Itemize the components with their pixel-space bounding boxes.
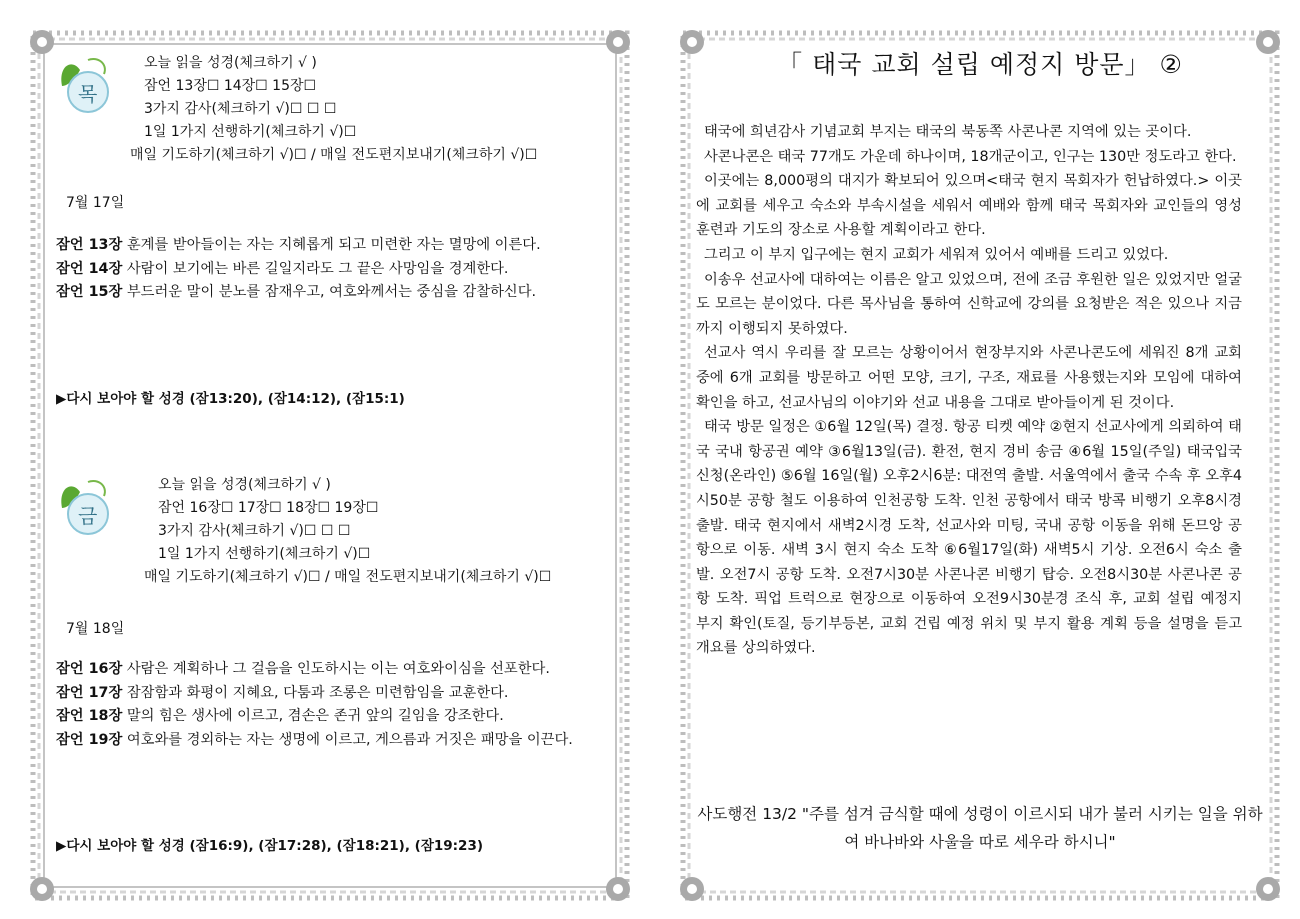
verse-item: 잠언 17장 잠잠함과 화평이 지혜요, 다툼과 조롱은 미련함임을 교훈한다. <box>56 684 509 701</box>
verse-item: 잠언 18장 말의 힘은 생사에 이르고, 겸손은 존귀 앞의 길임을 강조한다. <box>56 708 504 725</box>
friday-checklist <box>144 474 552 589</box>
thursday-review: ▶다시 보아야 할 성경 (잠13:20), (잠14:12), (잠15:1) <box>56 391 405 407</box>
thursday-badge <box>58 56 114 118</box>
checklist-good-deed: 1일 1가지 선행하기(체크하기 √)☐ <box>144 124 357 140</box>
thursday-verses <box>56 234 586 305</box>
verse-item: 잠언 14장 사람이 보기에는 바른 길일지라도 그 끝은 사망임을 경계한다. <box>56 260 509 277</box>
article-paragraph: 이송우 선교사에 대하여는 이름은 알고 있었으며, 전에 조금 후원한 일은 있었지만 얼굴도 모르는 분이었다. 다른 목사님을 통하여 신학교에 강의를 요청받은 적은 있으나 지금까지 이행되지 못하였다. <box>696 271 1242 337</box>
checklist-reading: 오늘 읽을 성경(체크하기 √ ) <box>158 477 331 493</box>
checklist-prayer: 매일 기도하기(체크하기 √)☐ / 매일 전도편지보내기(체크하기 √)☐ <box>144 569 552 585</box>
article-paragraph: 태국에 희년감사 기념교회 부지는 태국의 북동쪽 사콘나콘 지역에 있는 곳이다. <box>704 124 1192 140</box>
article-paragraph: 사콘나콘은 태국 77개도 가운데 하나이며, 18개군이고, 인구는 130만 정도라고 한다. <box>704 148 1237 165</box>
article-paragraph: 이곳에는 8,000평의 대지가 확보되어 있으며<태국 현지 목회자가 헌납하였다.> 이곳에 교회를 세우고 숙소와 부속시설을 세워서 예배와 함께 태국 목회자와 교인들의 영성 훈련과 기도의 장소로 사용할 계획이라고 한다. <box>696 173 1242 239</box>
checklist-prayer: 매일 기도하기(체크하기 √)☐ / 매일 전도편지보내기(체크하기 √)☐ <box>130 147 538 163</box>
left-frame <box>30 30 630 901</box>
thursday-badge-label: 목 <box>78 82 98 106</box>
article-body <box>696 120 1242 661</box>
right-page <box>650 0 1300 919</box>
article-paragraph: 선교사 역시 우리를 잘 모르는 상황이어서 현장부지와 사콘나콘도에 세워진 8개 교회 중에 6개 교회를 방문하고 어떤 모양, 크기, 구조, 재료를 사용했는지와 모임에 대하여 확인을 하고, 선교사님의 이야기와 선교 내용을 그대로 받아들이게 된 것이다. <box>696 345 1242 411</box>
thursday-date: 7월 17일 <box>66 195 125 211</box>
friday-badge <box>58 478 114 540</box>
checklist-thanks: 3가지 감사(체크하기 √)☐ ☐ ☐ <box>158 523 351 539</box>
friday-date: 7월 18일 <box>66 621 125 637</box>
checklist-reading: 오늘 읽을 성경(체크하기 √ ) <box>144 55 317 71</box>
article-paragraph: 태국 방문 일정은 ①6월 12일(목) 결정. 항공 티켓 예약 ②현지 선교사에게 의뢰하여 태국 국내 항공권 예약 ③6월13일(금). 환전, 현지 경비 송금 ④6월 15일(주일) 태국입국신청(온라인) ⑤6월 16일(월) 오후2시6분: 대전역 출발. 서울역에서 출국 수속 후 오후4시50분 공항 철도 이용하여 인천공항 도착. 인천 공항에서 태국 방콕 비행기 오후8시경 출발. 태국 현지에서 새벽2시경 도착, 선교사와 미팅, 국내 공항 이동을 위해 돈므앙 공항으로 이동. 새벽 3시 현지 숙소 도착 ⑥6월17일(화) 새벽5시 기상. 오전6시 숙소 출발. 오전7시 공항 도착. 오전7시30분 사콘나콘 비행기 탑승. 오전8시30분 사콘나콘 공항 도착. 픽업 트럭으로 현장으로 이동하여 오전9시30분경 조식 후, 교회 설립 예정지 부지 확인(토질, 등기부등본, 교회 건립 예정 위치 및 부지 활용 계획 등을 설명을 듣고 개요를 상의하였다. <box>696 419 1242 657</box>
page-title: 「 태국 교회 설립 예정지 방문」 ② <box>777 50 1183 79</box>
friday-badge-label: 금 <box>78 504 98 528</box>
right-frame <box>680 30 1280 901</box>
friday-review: ▶다시 보아야 할 성경 (잠16:9), (잠17:28), (잠18:21), (잠19:23) <box>56 838 484 854</box>
thursday-checklist <box>130 52 538 167</box>
checklist-thanks: 3가지 감사(체크하기 √)☐ ☐ ☐ <box>144 101 337 117</box>
checklist-good-deed: 1일 1가지 선행하기(체크하기 √)☐ <box>158 546 371 562</box>
verse-item: 잠언 19장 여호와를 경외하는 자는 생명에 이르고, 게으름과 거짓은 패망을 이끈다. <box>56 732 573 749</box>
checklist-chapters: 잠언 13장☐ 14장☐ 15장☐ <box>144 78 317 94</box>
article-paragraph: 그리고 이 부지 입구에는 현지 교회가 세워져 있어서 예배를 드리고 있었다. <box>704 246 1169 263</box>
verse-item: 잠언 13장 훈계를 받아들이는 자는 지혜롭게 되고 미련한 자는 멸망에 이른다. <box>56 237 541 253</box>
scripture-footer: 사도행전 13/2 "주를 섬겨 금식할 때에 성령이 이르시되 내가 불러 시키는 일을 위하여 바나바와 사울을 따로 세우라 하시니" <box>697 805 1263 851</box>
verse-item: 잠언 16장 사람은 계획하나 그 걸음을 인도하시는 이는 여호와이심을 선포한다. <box>56 661 550 677</box>
verse-item: 잠언 15장 부드러운 말이 분노를 잠재우고, 여호와께서는 중심을 감찰하신다. <box>56 284 537 301</box>
checklist-chapters: 잠언 16장☐ 17장☐ 18장☐ 19장☐ <box>158 500 379 516</box>
friday-verses <box>56 658 586 753</box>
